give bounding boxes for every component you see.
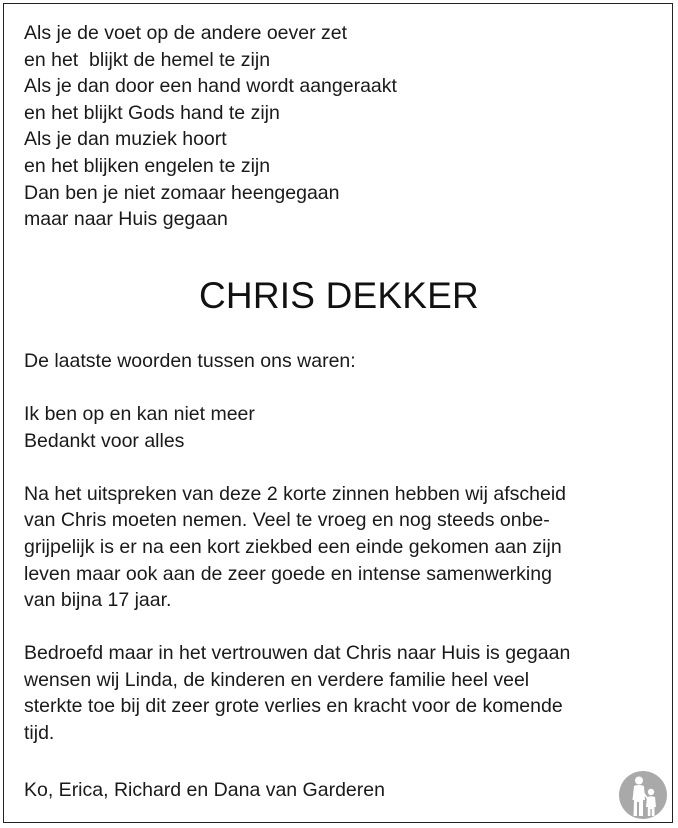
poem-line: Als je de voet op de andere oever zet: [24, 22, 348, 44]
poem-line: Als je dan door een hand wordt aangeraakt: [24, 75, 397, 98]
poem-line: en het blijkt Gods hand te zijn: [24, 101, 280, 124]
poem-line: Dan ben je niet zomaar heengegaan: [24, 181, 340, 204]
paragraph-farewell: [24, 481, 654, 614]
deceased-name: CHRIS DEKKER: [199, 274, 479, 316]
paragraph-line: leven maar ook aan de zeer goede en intense samenwerking: [24, 562, 552, 585]
spacer: [24, 614, 654, 641]
poem-line: Als je dan muziek hoort: [24, 128, 227, 151]
announcement-body: [24, 20, 654, 747]
last-words-line: Bedankt voor alles: [24, 429, 185, 452]
poem-line: en het blijken engelen te zijn: [24, 154, 271, 177]
paragraph-line: van Chris moeten nemen. Veel te vroeg en nog steeds onbe-: [24, 509, 550, 532]
paragraph-line: Bedroefd maar in het vertrouwen dat Chris naar Huis is gegaan: [24, 642, 571, 665]
last-words-line: Ik ben op en kan niet meer: [24, 402, 255, 425]
poem-line: en het blijkt de hemel te zijn: [24, 48, 271, 71]
intro-text: De laatste woorden tussen ons waren:: [24, 349, 356, 372]
paragraph-line: wensen wij Linda, de kinderen en verdere familie heel veel: [24, 668, 530, 691]
spacer: [24, 374, 654, 401]
spacer: [24, 454, 654, 481]
signature: Ko, Erica, Richard en Dana van Garderen: [24, 779, 385, 801]
last-words: [24, 401, 654, 454]
paragraph-line: Na het uitspreken van deze 2 korte zinnen hebben wij afscheid: [24, 482, 567, 505]
paragraph-condolence: [24, 640, 654, 746]
paragraph-line: tijd.: [24, 722, 55, 745]
poem-line: maar naar Huis gegaan: [24, 208, 228, 231]
paragraph-line: grijpelijk is er na een kort ziekbed een einde gekomen aan zijn: [24, 535, 562, 558]
memorial-figures-logo-icon: [618, 770, 668, 820]
poem: [24, 20, 654, 233]
paragraph-line: van bijna 17 jaar.: [24, 589, 172, 612]
paragraph-line: sterkte toe bij dit zeer grote verlies en kracht voor de komende: [24, 695, 563, 718]
